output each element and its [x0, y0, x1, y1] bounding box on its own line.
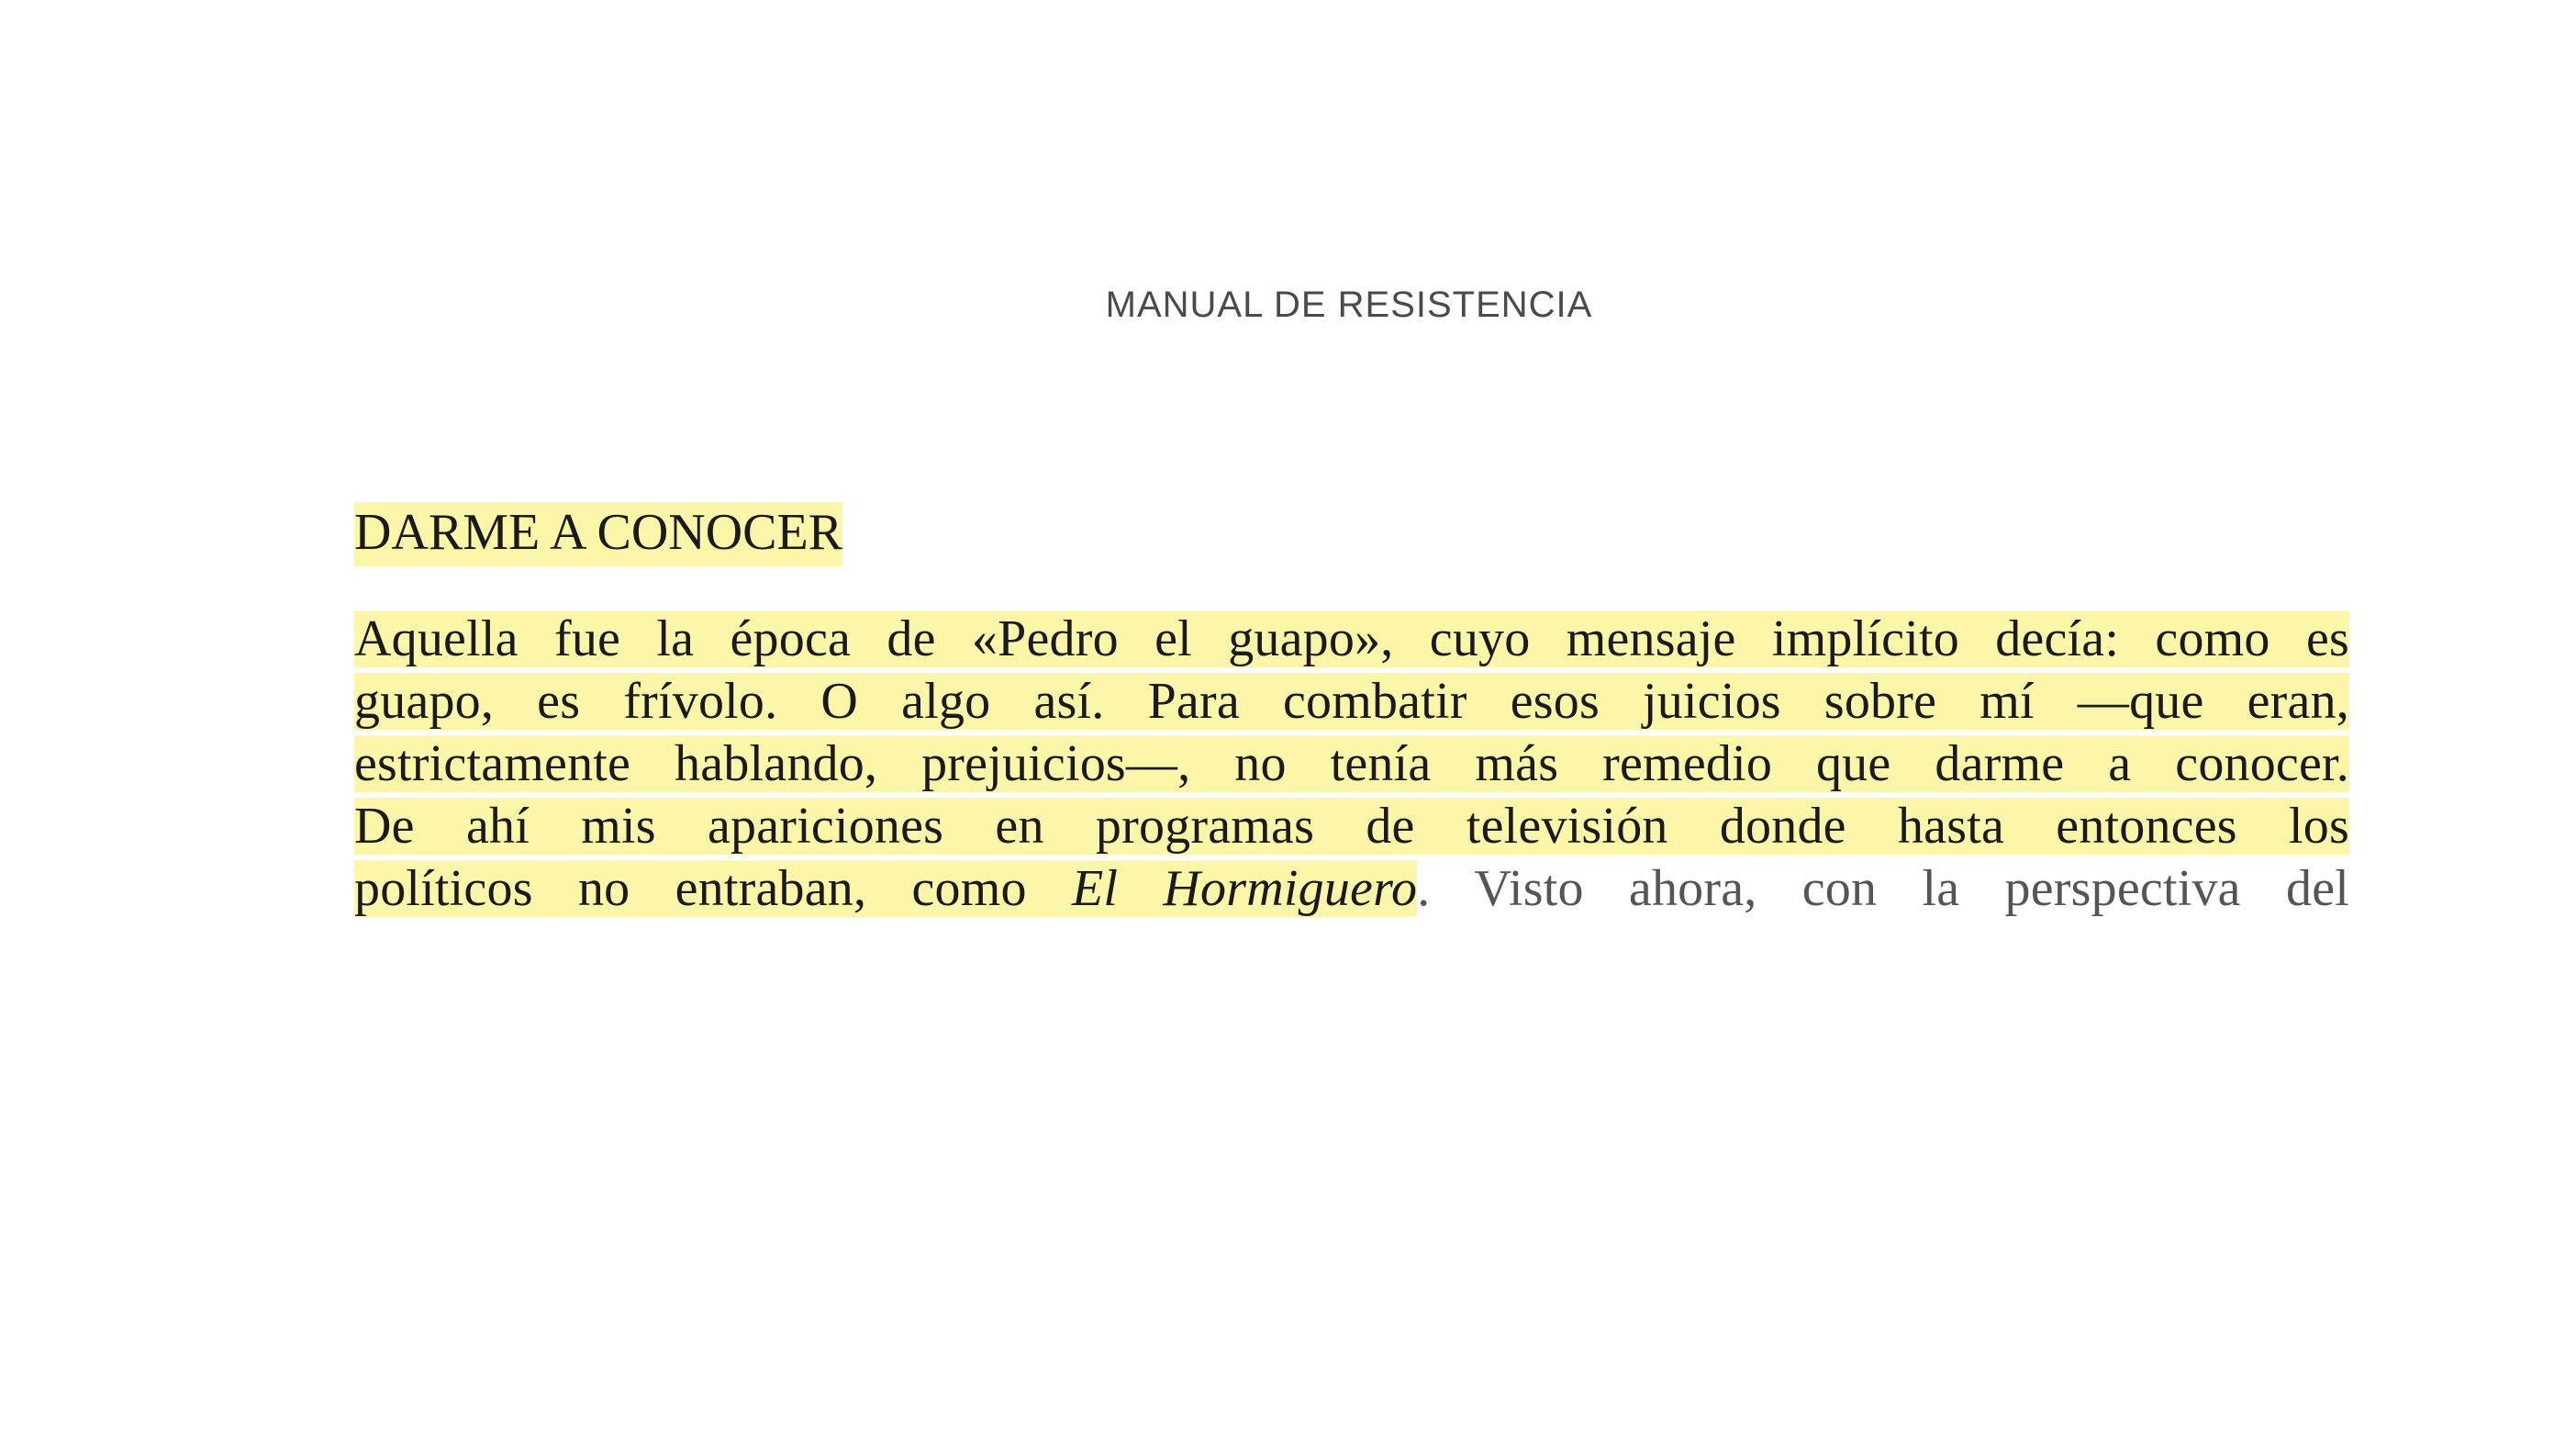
paragraph-line-1: [354, 608, 2349, 670]
body-paragraph: [354, 608, 2349, 920]
page-content: [354, 503, 2349, 1039]
paragraph-clip: [354, 608, 2349, 1039]
highlighted-text: estrictamente hablando, prejuicios—, no tenía más remedio que darme a conocer.: [354, 735, 2349, 792]
paragraph-line-3: [354, 733, 2349, 795]
highlighted-text: guapo, es frívolo. O algo así. Para combatir esos juicios sobre mí —que eran,: [354, 673, 2349, 730]
highlighted-text: políticos no entraban, como: [354, 860, 1072, 917]
chapter-title-text: DARME A CONOCER: [354, 502, 842, 566]
paragraph-line-4: [354, 795, 2349, 857]
book-title-italic: [1072, 860, 1417, 917]
highlighted-text: Aquella fue la época de «Pedro el guapo», cuyo mensaje implícito decía: como es: [354, 610, 2349, 667]
running-header: MANUAL DE RESISTENCIA: [1105, 285, 1593, 325]
chapter-title: [354, 503, 2349, 562]
unhighlighted-text: . Visto ahora, con la perspectiva del: [1417, 860, 2349, 917]
paragraph-line-2: [354, 670, 2349, 733]
text-cutoff-fade: [354, 1017, 2349, 1039]
italic-text: El Hormiguero: [1071, 860, 1418, 917]
highlighted-text: De ahí mis apariciones en programas de televisión donde hasta entonces los: [354, 798, 2349, 855]
paragraph-line-5: [354, 857, 2349, 920]
